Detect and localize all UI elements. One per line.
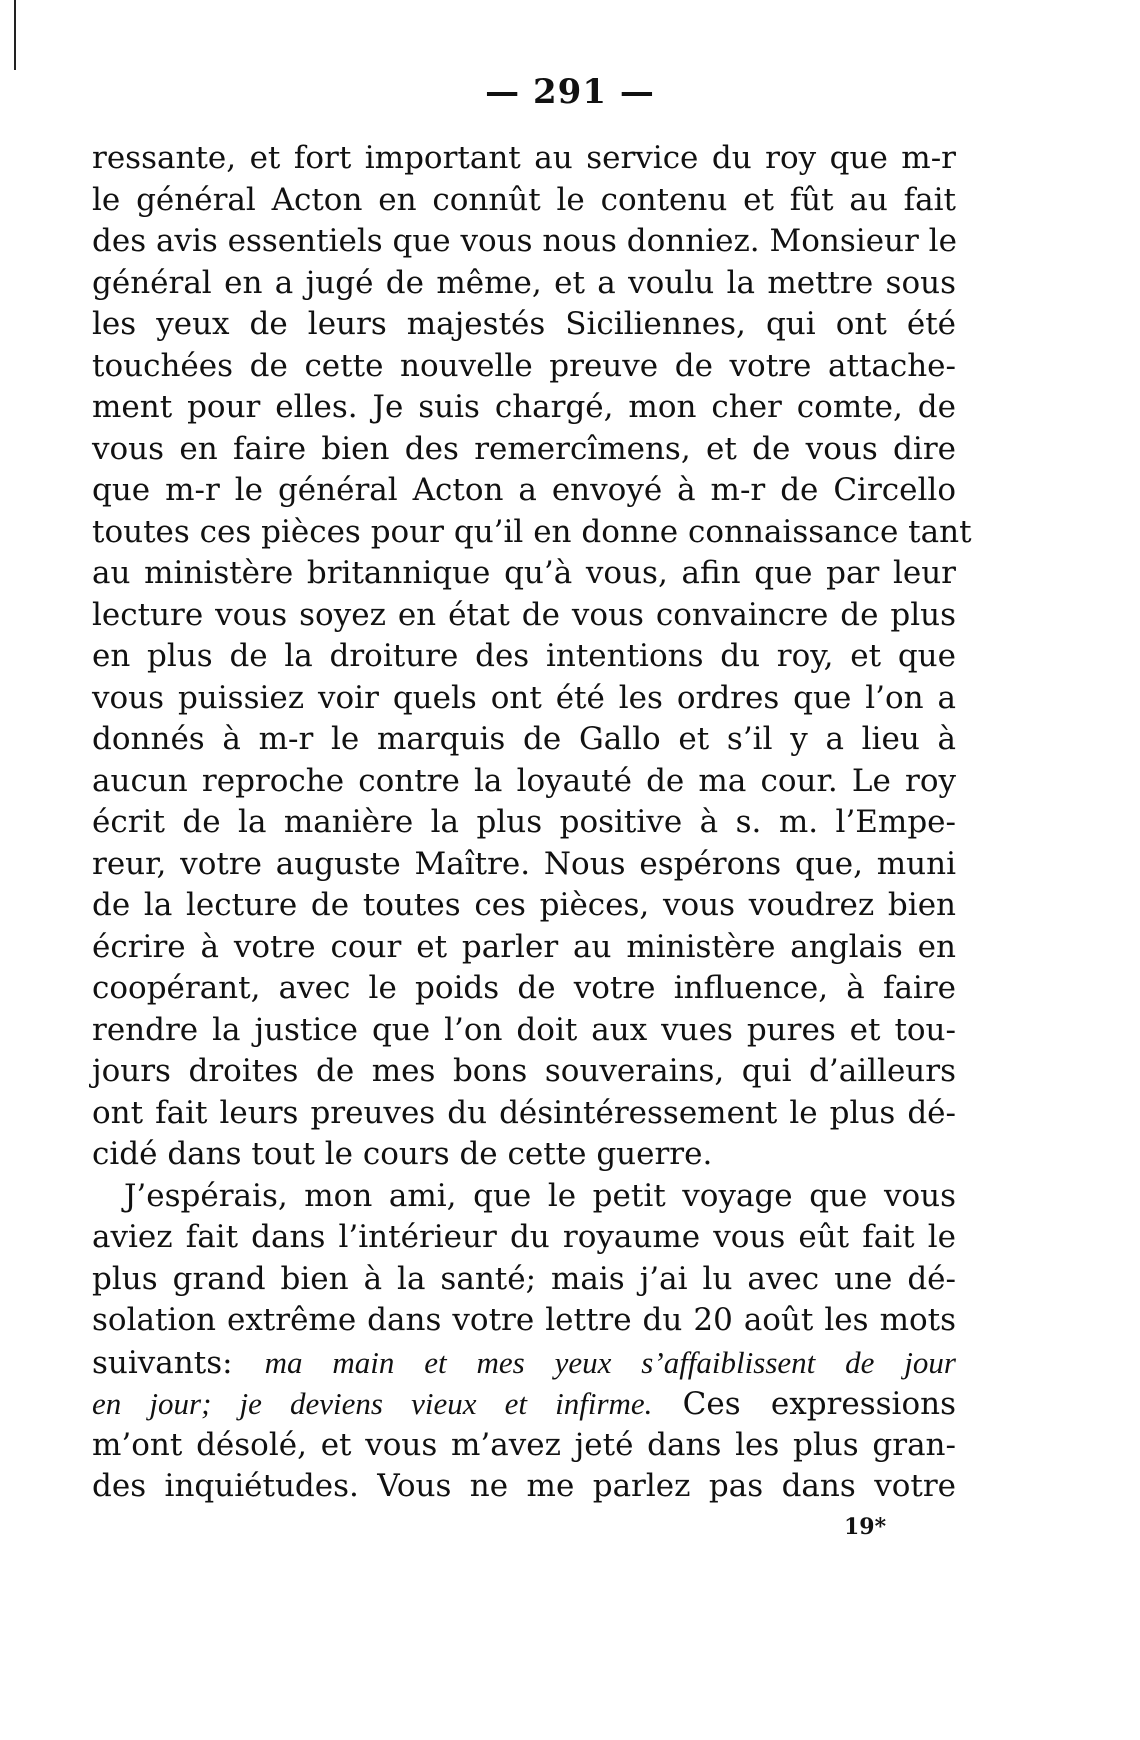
text-line: ment pour elles. Je suis chargé, mon cher comte, de — [92, 389, 956, 425]
text-line: écrire à votre cour et parler au ministère anglais en — [92, 928, 956, 965]
binding-edge — [14, 0, 16, 70]
page-number: — 291 — — [485, 72, 655, 112]
text-line: m’ont désolé, et vous m’avez jeté dans les plus gran- — [92, 1426, 956, 1463]
text-line: au ministère britannique qu’à vous, afin que par leur — [92, 555, 956, 591]
text-line: solation extrême dans votre lettre du 20 août les mots — [92, 1302, 956, 1338]
body-text — [92, 138, 972, 1508]
text-line: donnés à m-r le marquis de Gallo et s’il y a lieu à — [92, 721, 956, 757]
text-run: suivants: — [92, 1344, 265, 1381]
text-line: reur, votre auguste Maître. Nous espérons que, muni — [92, 845, 956, 882]
paragraph-end-line: cidé dans tout le cours de cette guerre. — [92, 1136, 713, 1172]
text-line-mixed — [92, 1383, 956, 1425]
text-line: rendre la justice que l’on doit aux vues pures et tou- — [92, 1011, 956, 1048]
text-line: les yeux de leurs majestés Siciliennes, qui ont été — [92, 306, 956, 342]
text-line: écrit de la manière la plus positive à s. m. l’Empe- — [92, 804, 956, 840]
text-line: coopérant, avec le poids de votre influence, à faire — [92, 970, 956, 1006]
text-line: des avis essentiels que vous nous donniez. Monsieur le — [92, 223, 957, 259]
text-line: des inquiétudes. Vous ne me parlez pas dans votre — [92, 1468, 956, 1504]
text-line: lecture vous soyez en état de vous convaincre de plus — [92, 596, 956, 633]
text-line: général en a jugé de même, et a voulu la mettre sous — [92, 264, 956, 301]
text-line: ont fait leurs preuves du désintéressement le plus dé- — [92, 1094, 956, 1131]
text-run: Ces expressions — [652, 1386, 956, 1422]
text-line: jours droites de mes bons souverains, qui d’ailleurs — [92, 1053, 956, 1089]
text-line: vous puissiez voir quels ont été les ordres que l’on a — [92, 679, 956, 716]
text-line: toutes ces pièces pour qu’il en donne connaissance tant — [92, 513, 972, 550]
text-line: aviez fait dans l’intérieur du royaume vous eût fait le — [92, 1219, 956, 1255]
text-line-mixed — [92, 1342, 956, 1384]
text-line: le général Acton en connût le contenu et fût au fait — [92, 181, 956, 218]
text-line: plus grand bien à la santé; mais j’ai lu avec une dé- — [92, 1260, 956, 1297]
text-line: ressante, et fort important au service du roy que m-r — [92, 140, 956, 176]
text-line: que m-r le général Acton a envoyé à m-r de Circello — [92, 472, 956, 508]
text-line: vous en faire bien des remercîmens, et de vous dire — [92, 430, 956, 467]
signature-mark: 19* — [844, 1514, 887, 1540]
text-line: de la lecture de toutes ces pièces, vous voudrez bien — [92, 887, 956, 923]
text-line: en plus de la droiture des intentions du roy, et que — [92, 638, 956, 674]
paragraph-start-line: J’espérais, mon ami, que le petit voyage que vous — [124, 1177, 956, 1214]
text-line: aucun reproche contre la loyauté de ma cour. Le roy — [92, 762, 956, 799]
italic-quote: ma main et mes yeux s’affaiblissent de jour — [264, 1344, 956, 1380]
text-line: touchées de cette nouvelle preuve de votre attache- — [92, 347, 956, 384]
italic-quote: en jour; je deviens vieux et infirme. — [92, 1386, 653, 1421]
